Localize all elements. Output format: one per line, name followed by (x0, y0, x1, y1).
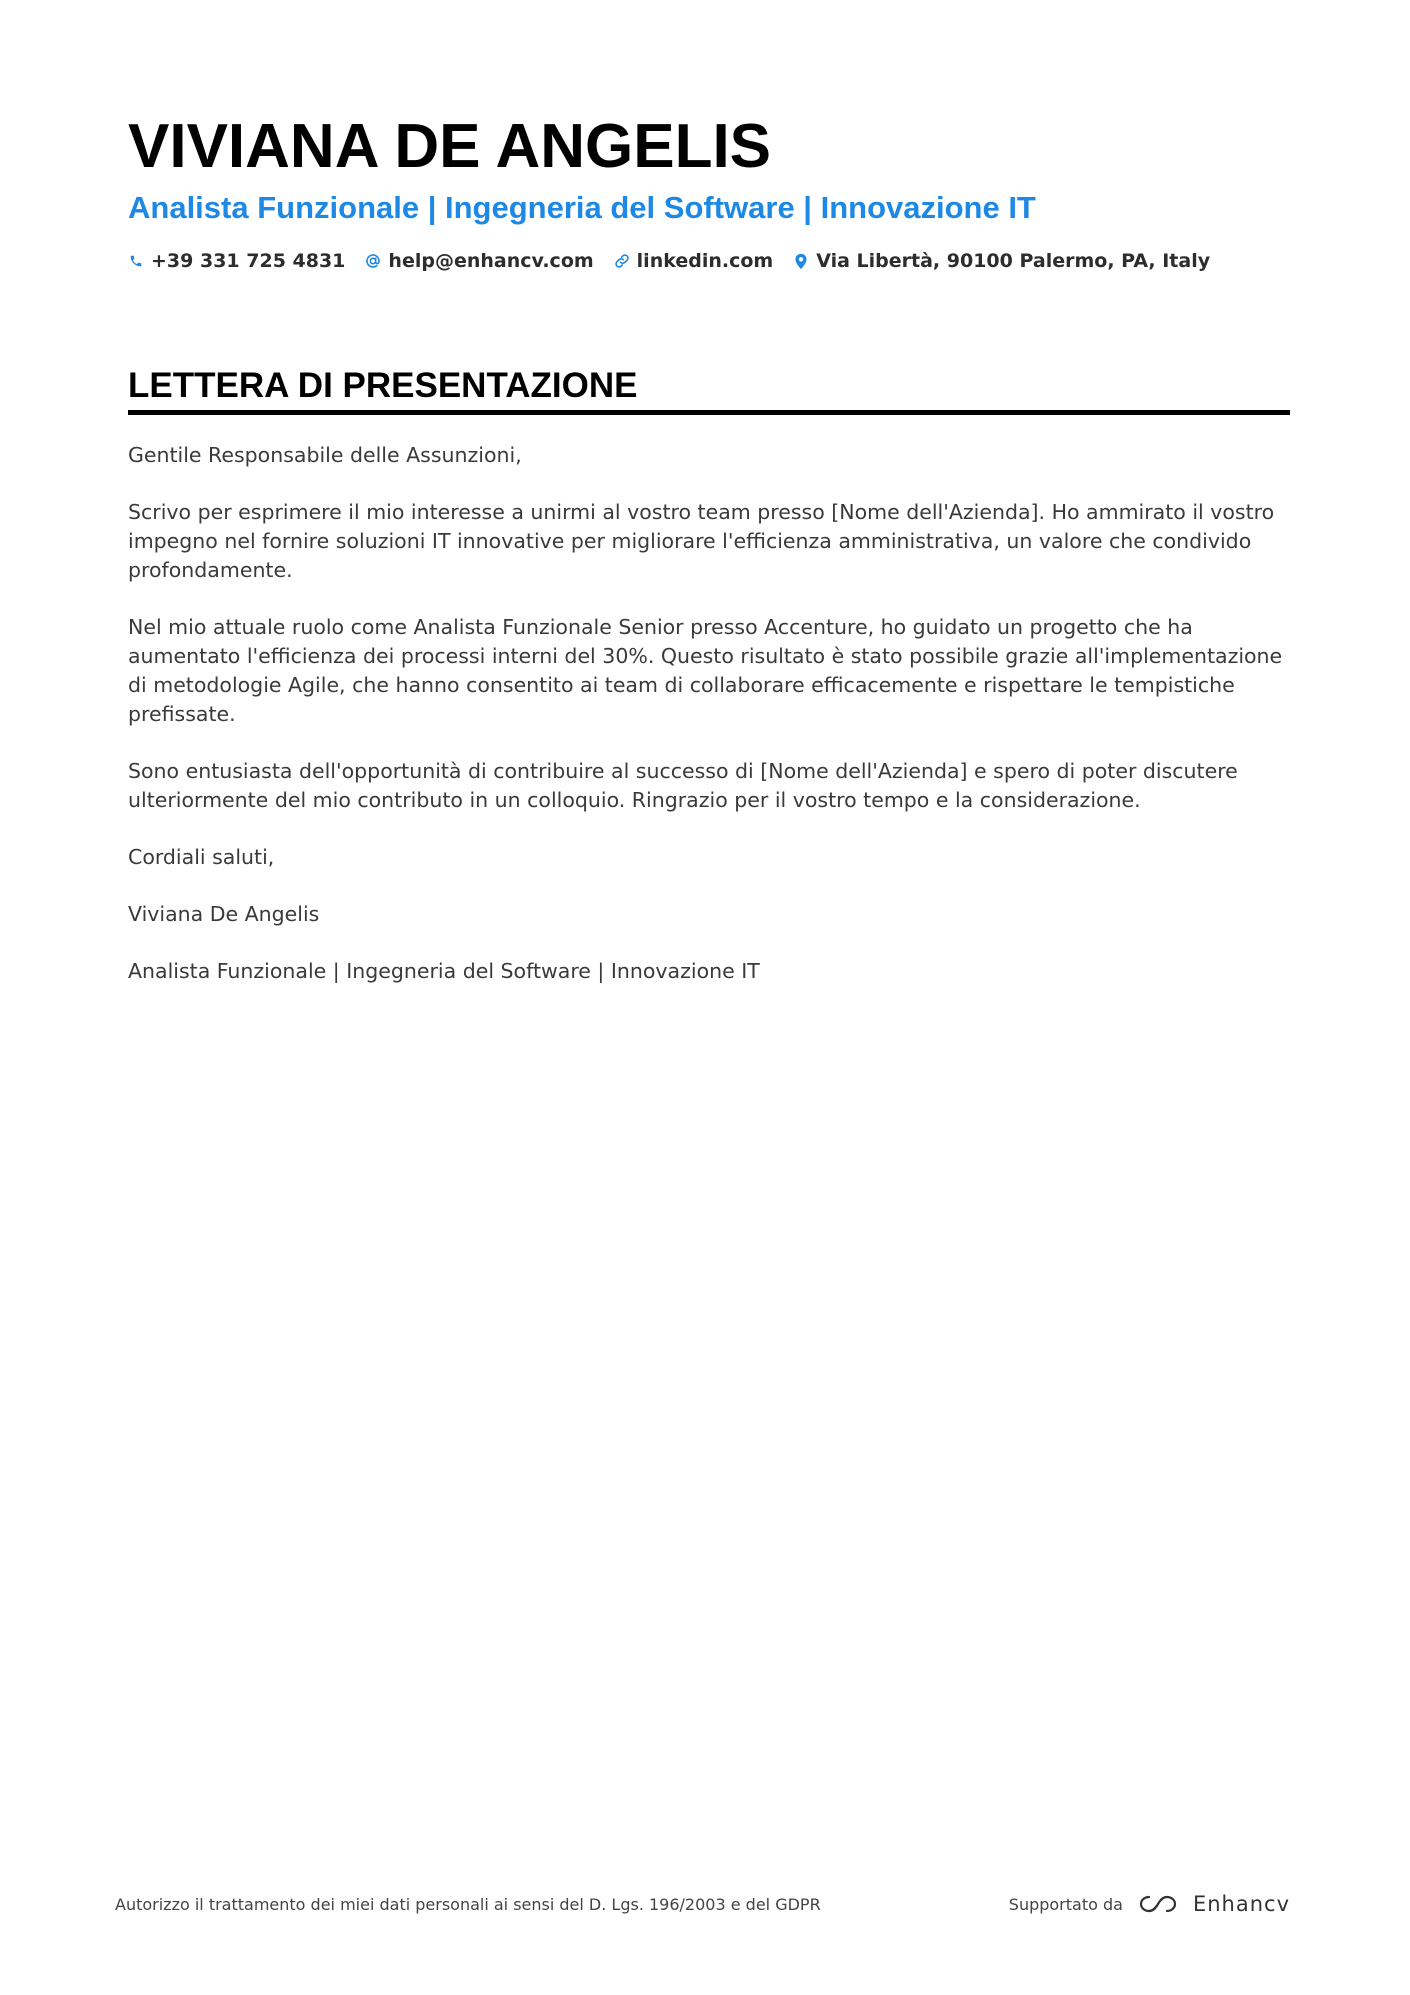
letter-paragraph: Sono entusiasta dell'opportunità di contribuire al successo di [Nome dell'Azienda] e spero di poter discutere ulteriormente del mio contributo in un colloquio. Ringrazio per il vostro tempo e la considerazione. (128, 759, 1238, 812)
letter-closing: Cordiali saluti, (128, 845, 275, 869)
cover-letter-section (128, 364, 1290, 1014)
candidate-headline: Analista Funzionale | Ingegneria del Software | Innovazione IT (128, 190, 1036, 225)
candidate-name: VIVIANA DE ANGELIS (128, 112, 772, 181)
linkedin-url: linkedin.com (636, 250, 774, 272)
phone-number: +39 331 725 4831 (151, 250, 346, 272)
privacy-notice: Autorizzo il trattamento dei miei dati personali ai sensi del D. Lgs. 196/2003 e del GDPR (115, 1894, 821, 1914)
letter-body (128, 441, 1290, 986)
resume-header (128, 112, 1288, 272)
contact-email[interactable] (365, 250, 593, 272)
brand-name: Enhancv (1192, 1892, 1290, 1916)
contact-phone[interactable] (128, 250, 345, 272)
contact-location (793, 250, 1210, 272)
letter-paragraph: Scrivo per esprimere il mio interesse a unirmi al vostro team presso [Nome dell'Azienda]. Ho ammirato il vostro impegno nel fornire soluzioni IT innovative per migliorare l'efficienza amministrativa, un valore che condivido profondamente. (128, 500, 1275, 582)
letter-greeting: Gentile Responsabile delle Assunzioni, (128, 443, 522, 467)
infinity-logo-icon (1135, 1892, 1181, 1916)
at-icon (365, 252, 381, 270)
map-pin-icon (793, 252, 809, 270)
signature-title: Analista Funzionale | Ingegneria del Software | Innovazione IT (128, 959, 760, 983)
contact-bar (128, 250, 1288, 272)
location-text: Via Libertà, 90100 Palermo, PA, Italy (816, 250, 1211, 272)
powered-by-label: Supportato da (1008, 1894, 1123, 1914)
brand-logo (1135, 1892, 1290, 1916)
page-footer (115, 1892, 1290, 1916)
section-title: LETTERA DI PRESENTAZIONE (128, 364, 1290, 415)
letter-paragraph: Nel mio attuale ruolo come Analista Funzionale Senior presso Accenture, ho guidato un progetto che ha aumentato l'efficienza dei processi interni del 30%. Questo risultato è stato possibile grazie all'implementazione di metodologie Agile, che hanno consentito ai team di collaborare efficacemente e rispettare le tempistiche prefissate. (128, 615, 1283, 726)
contact-linkedin[interactable] (614, 250, 774, 272)
link-icon (614, 252, 630, 270)
email-address: help@enhancv.com (388, 250, 594, 272)
signature-name: Viviana De Angelis (128, 902, 320, 926)
phone-icon (128, 252, 144, 270)
powered-by[interactable] (1009, 1892, 1290, 1916)
